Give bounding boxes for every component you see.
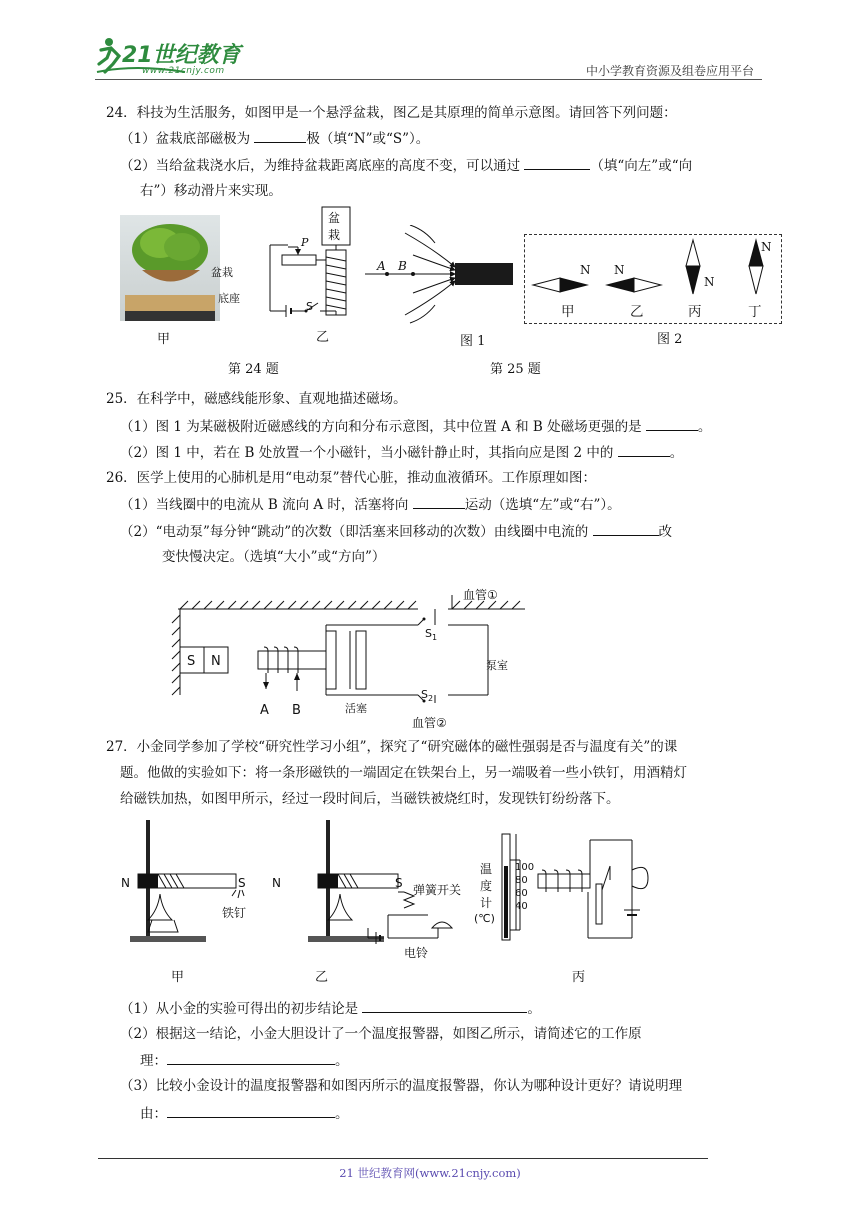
- vessel2-label: 血管②: [412, 716, 447, 730]
- pot-label: 盆栽: [211, 266, 233, 279]
- q24-stem: 24．科技为生活服务，如图甲是一个悬浮盆栽，图乙是其原理的简单示意图。请回答下列问题：: [106, 105, 677, 121]
- spring-switch-label: 弹簧开关: [413, 883, 462, 897]
- floating-plant-photo: [120, 215, 220, 321]
- slider-p-label: P: [301, 236, 309, 249]
- needle-yi-label: 乙: [630, 304, 644, 320]
- footer-rule: [98, 1158, 708, 1159]
- q27-fig-jia-caption: 甲: [171, 970, 185, 985]
- needle-bing-n: N: [704, 275, 715, 289]
- q24-blank2[interactable]: [524, 155, 590, 170]
- q27-stem-1: 27．小金同学参加了学校“研究性学习小组”，探究了“研究磁体的磁性强弱是否与温度有关”的课: [106, 739, 678, 755]
- needle-ding-label: 丁: [748, 304, 762, 320]
- needle-ding-n: N: [761, 240, 772, 254]
- pump-chamber-label: 泵室: [486, 659, 508, 672]
- magnet-n-label: N: [211, 654, 221, 669]
- q27-part2-cont: 理： 。: [140, 1050, 349, 1071]
- yi-s-label: S: [395, 876, 403, 890]
- q27-part3: （3）比较小金设计的温度报警器和如图丙所示的温度报警器，你认为哪种设计更好？请说明理: [120, 1078, 683, 1094]
- thermometer-unit-label: (℃): [474, 912, 495, 925]
- needle-yi-n: N: [614, 263, 625, 277]
- q27-part1: （1）从小金的实验可得出的初步结论是 。: [120, 998, 541, 1019]
- thermometer-tick-80: 80: [515, 875, 528, 886]
- fig-yi-caption: 乙: [316, 330, 330, 345]
- q27-blank2[interactable]: [167, 1050, 335, 1065]
- fig-jia-caption: 甲: [157, 332, 171, 347]
- needle-jia-label: 甲: [561, 304, 575, 320]
- q25-part1: （1）图 1 为某磁极附近磁感线的方向和分布示意图，其中位置 A 和 B 处磁场更强的是 。: [120, 416, 711, 437]
- pot-box-label-1: 盆: [328, 211, 341, 225]
- jia-s-label: S: [238, 876, 246, 890]
- needle-bing-label: 丙: [688, 304, 702, 320]
- q25-part2: （2）图 1 中，若在 B 处放置一个小磁针，当小磁针静止时，其指向应是图 2 中的 。: [120, 442, 683, 463]
- header-platform-text: 中小学教育资源及组卷应用平台: [585, 64, 754, 78]
- q27-stem-2: 题。他做的实验如下：将一条形磁铁的一端固定在铁架台上，另一端吸着一些小铁钉，用酒精灯: [120, 765, 687, 781]
- q24-part2: （2）当给盆栽浇水后，为维持盆栽距离底座的高度不变，可以通过 （填“向左”或“向: [120, 155, 692, 176]
- magnet-s-label: S: [187, 654, 196, 669]
- compass-needles: [530, 238, 780, 303]
- thermometer-label-3: 计: [480, 896, 493, 910]
- q27-stem-3: 给磁铁加热，如图甲所示，经过一段时间后，当磁铁被烧红时，发现铁钉纷纷落下。: [120, 791, 620, 807]
- magnetic-field-lines-diagram: [365, 225, 520, 330]
- q26-blank1[interactable]: [413, 494, 465, 509]
- terminal-a-label: A: [260, 703, 269, 718]
- valve-s1-label: $S_1$: [425, 627, 438, 643]
- footer-text[interactable]: 21 世纪教育网(www.21cnjy.com): [339, 1166, 521, 1180]
- q24-part2-cont: 右”）移动滑片来实现。: [140, 183, 282, 199]
- fig2-caption: 图 2: [657, 332, 683, 347]
- q24-part1: （1）盆栽底部磁极为 极（填“N”或“S”）。: [120, 128, 429, 149]
- q27-fig-yi-caption: 乙: [315, 970, 329, 985]
- yi-n-label: N: [272, 876, 281, 890]
- point-a-label: A: [377, 259, 386, 273]
- q27-part3-cont: 由： 。: [140, 1103, 349, 1124]
- valve-s2-label: $S_2$: [421, 688, 434, 704]
- logo-url: www.21cnjy.com: [142, 66, 225, 76]
- logo-text: 21世纪教育: [122, 43, 241, 68]
- q27-blank1[interactable]: [362, 998, 527, 1013]
- header-rule: [95, 79, 762, 80]
- point-b-label: B: [398, 259, 407, 273]
- q26-part1: （1）当线圈中的电流从 B 流向 A 时，活塞将向 运动（选填“左”或“右”）。: [120, 494, 621, 515]
- q25-caption: 第 25 题: [490, 362, 541, 377]
- terminal-b-label: B: [292, 703, 301, 718]
- q25-blank2[interactable]: [618, 442, 670, 457]
- switch-s-label: S: [306, 300, 313, 313]
- thermometer-label-1: 温: [480, 862, 493, 876]
- needle-jia-n: N: [580, 263, 591, 277]
- base-label: 底座: [218, 292, 240, 305]
- q27-part2: （2）根据这一结论，小金大胆设计了一个温度报警器，如图乙所示，请简述它的工作原: [120, 1026, 642, 1042]
- q27-blank3[interactable]: [167, 1103, 335, 1118]
- thermometer-label-2: 度: [480, 879, 493, 893]
- fig1-caption: 图 1: [460, 334, 486, 349]
- q27-fig-bing-caption: 丙: [572, 970, 586, 985]
- q26-part2: （2）“电动泵”每分钟“跳动”的次数（即活塞来回移动的次数）由线圈中电流的 改: [120, 521, 672, 542]
- vessel1-label: 血管①: [463, 588, 498, 602]
- q26-blank2[interactable]: [593, 521, 659, 536]
- q24-caption: 第 24 题: [228, 362, 279, 377]
- thermometer-tick-60: 60: [515, 888, 528, 899]
- pot-box-label-2: 栽: [328, 228, 341, 242]
- piston-label: 活塞: [345, 702, 367, 715]
- q26-part2-cont: 变快慢决定。（选填“大小”或“方向”）: [162, 549, 386, 565]
- jia-n-label: N: [121, 876, 130, 890]
- q25-stem: 25．在科学中，磁感线能形象、直观地描述磁场。: [106, 391, 407, 407]
- bell-label: 电铃: [404, 946, 429, 960]
- q25-blank1[interactable]: [646, 416, 698, 431]
- nail-label: 铁钉: [222, 906, 247, 920]
- thermometer-tick-100: 100: [515, 862, 535, 873]
- thermometer-tick-40: 40: [515, 901, 528, 912]
- q24-blank1[interactable]: [254, 128, 306, 143]
- q26-stem: 26．医学上使用的心肺机是用“电动泵”替代心脏，推动血液循环。工作原理如图：: [106, 470, 596, 486]
